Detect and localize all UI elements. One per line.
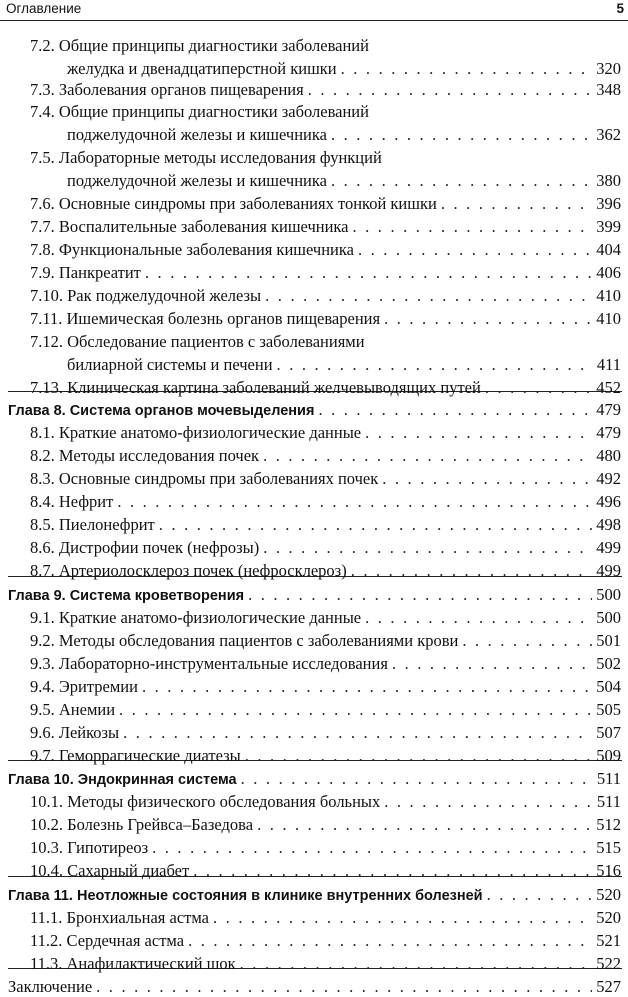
toc-entry-title: 7.8. Функциональные заболевания кишечника	[30, 240, 354, 259]
toc-page-number: 511	[596, 792, 621, 811]
toc-page-number: 480	[596, 446, 621, 465]
dot-leader	[382, 469, 592, 489]
dot-leader	[351, 561, 593, 581]
toc-entry-title: 11.3. Анафилактический шок	[30, 954, 236, 973]
dot-leader	[119, 700, 592, 720]
toc-page-number: 500	[596, 608, 621, 627]
toc-entry-title: 7.4. Общие принципы диагностики заболеваний	[30, 102, 369, 121]
toc-page-number: 520	[596, 908, 621, 927]
dot-leader	[331, 171, 592, 191]
toc-entry-title: 8.7. Артериолосклероз почек (нефросклероз)	[30, 561, 347, 580]
dot-leader	[213, 908, 592, 928]
toc-entry-title: желудка и двенадцатиперстной кишки	[67, 58, 337, 78]
dot-leader	[263, 446, 592, 466]
toc-entry-title: Глава 8. Система органов мочевыделения	[8, 403, 315, 419]
dot-leader	[245, 746, 593, 766]
dot-leader	[188, 931, 592, 951]
toc-page-number: 499	[596, 561, 621, 580]
toc-page-number: 521	[596, 931, 621, 950]
toc-entry-title: 9.6. Лейкозы	[30, 723, 120, 742]
toc-page-number: 505	[596, 700, 621, 719]
toc-entry-title: 8.5. Пиелонефрит	[30, 515, 155, 534]
toc-page-number: 479	[596, 423, 621, 442]
dot-leader	[384, 792, 593, 812]
dot-leader	[462, 631, 592, 651]
toc-page-number: 500	[596, 585, 621, 604]
toc-page-number: 348	[596, 80, 621, 99]
dot-leader	[331, 125, 592, 145]
dot-leader	[265, 286, 592, 306]
toc-page-number: 499	[596, 538, 621, 557]
dot-leader	[248, 585, 592, 605]
toc-entry-title: 8.6. Дистрофии почек (нефрозы)	[30, 538, 260, 557]
toc-entry-title: Заключение	[8, 977, 93, 996]
toc-page-number: 411	[596, 354, 621, 374]
toc-page-number: 498	[596, 515, 621, 534]
page-header	[0, 0, 628, 21]
dot-leader	[365, 608, 592, 628]
toc-page-number: 406	[596, 263, 621, 282]
toc-page-number: 452	[596, 378, 621, 397]
toc-entry-title: 10.2. Болезнь Грейвса–Базедова	[30, 815, 254, 834]
dot-leader	[365, 423, 592, 443]
toc-entry-title: 7.13. Клиническая картина заболеваний желчевыводящих путей	[30, 378, 481, 397]
dot-leader	[341, 59, 593, 79]
dot-leader	[384, 309, 592, 329]
toc-entry-title: билиарной системы и печени	[67, 354, 273, 374]
dot-leader	[441, 194, 592, 214]
toc-page-number: 410	[596, 309, 621, 328]
toc-entry-title: 10.1. Методы физического обследования больных	[30, 792, 381, 811]
toc-entry-title: 11.1. Бронхиальная астма	[30, 908, 210, 927]
toc-page-number: 509	[596, 746, 621, 765]
toc-entry-title: Глава 11. Неотложные состояния в клинике внутренних болезней	[8, 888, 483, 904]
toc-page-number: 380	[596, 170, 621, 190]
dot-leader	[392, 654, 592, 674]
toc-entry-title: 8.1. Краткие анатомо-физиологические данные	[30, 423, 362, 442]
dot-leader	[240, 954, 593, 974]
toc-entry-title: 7.9. Панкреатит	[30, 263, 141, 282]
toc-entry-title: 7.3. Заболевания органов пищеварения	[30, 80, 304, 99]
toc-entry-title: 9.7. Геморрагические диатезы	[30, 746, 241, 765]
toc-page-number: 501	[596, 631, 621, 650]
toc-page-number: 520	[596, 885, 621, 904]
dot-leader	[241, 769, 593, 789]
toc-page-number: 492	[596, 469, 621, 488]
page-number: 5	[616, 1, 624, 16]
toc-entry-title: 7.11. Ишемическая болезнь органов пищеварения	[30, 309, 381, 328]
toc-entry-title: Глава 10. Эндокринная система	[8, 772, 237, 788]
toc-entry-title: 11.2. Сердечная астма	[30, 931, 185, 950]
toc-page-number: 527	[596, 977, 621, 996]
dot-leader	[96, 977, 592, 997]
dot-leader	[353, 217, 593, 237]
toc-entry-title: 10.4. Сахарный диабет	[30, 861, 190, 880]
toc-page-number: 504	[596, 677, 621, 696]
toc-entry-title: 9.2. Методы обследования пациентов с заболеваниями крови	[30, 631, 459, 650]
toc-entry-title: 8.3. Основные синдромы при заболеваниях почек	[30, 469, 379, 488]
dot-leader	[193, 861, 592, 881]
toc-page-number: 362	[596, 124, 621, 144]
running-title: Оглавление	[6, 1, 82, 16]
toc-entry-title: поджелудочной железы и кишечника	[67, 170, 327, 190]
dot-leader	[142, 677, 592, 697]
dot-leader	[358, 240, 592, 260]
dot-leader	[152, 838, 592, 858]
toc-page-number: 512	[596, 815, 621, 834]
toc-page-number: 396	[596, 194, 621, 213]
toc-entry-title: 9.5. Анемии	[30, 700, 116, 719]
toc-page-number: 404	[596, 240, 621, 259]
toc-entry-title: 7.10. Рак поджелудочной железы	[30, 286, 262, 305]
toc-entry-title: 8.2. Методы исследования почек	[30, 446, 260, 465]
dot-leader	[159, 515, 592, 535]
dot-leader	[487, 885, 593, 905]
dot-leader	[318, 400, 592, 420]
dot-leader	[485, 378, 592, 398]
toc-entry-title: поджелудочной железы и кишечника	[67, 124, 327, 144]
toc-page-number: 496	[596, 492, 621, 511]
toc-page-number: 515	[596, 838, 621, 857]
dot-leader	[145, 263, 592, 283]
toc-page-number: 410	[596, 286, 621, 305]
toc-page-number: 502	[596, 654, 621, 673]
toc-page-number: 399	[596, 217, 621, 236]
toc-page-number: 320	[596, 58, 621, 78]
toc-entry-title: 7.2. Общие принципы диагностики заболеваний	[30, 36, 369, 55]
toc-entry-title: 9.3. Лабораторно-инструментальные исследования	[30, 654, 388, 673]
dot-leader	[123, 723, 592, 743]
dot-leader	[308, 80, 593, 100]
toc-page-number: 479	[596, 400, 621, 419]
toc-entry-title: 7.12. Обследование пациентов с заболеваниями	[30, 332, 365, 351]
toc-entry-title: 10.3. Гипотиреоз	[30, 838, 149, 857]
toc-entry-title: 8.4. Нефрит	[30, 492, 114, 511]
dot-leader	[263, 538, 592, 558]
toc-entry-title: Глава 9. Система кроветворения	[8, 588, 245, 604]
dot-leader	[257, 815, 592, 835]
toc-entry-title: 7.5. Лабораторные методы исследования функций	[30, 148, 382, 167]
toc-entry-title: 9.4. Эритремии	[30, 677, 138, 696]
dot-leader	[277, 355, 593, 375]
toc-page-number: 507	[596, 723, 621, 742]
toc-entry-title: 9.1. Краткие анатомо-физиологические данные	[30, 608, 362, 627]
toc-entry-title: 7.7. Воспалительные заболевания кишечника	[30, 217, 349, 236]
toc-page-number: 522	[596, 954, 621, 973]
dot-leader	[117, 492, 592, 512]
toc-page-number: 516	[596, 861, 621, 880]
toc-page-number: 511	[596, 769, 621, 788]
toc-entry-title: 7.6. Основные синдромы при заболеваниях тонкой кишки	[30, 194, 437, 213]
